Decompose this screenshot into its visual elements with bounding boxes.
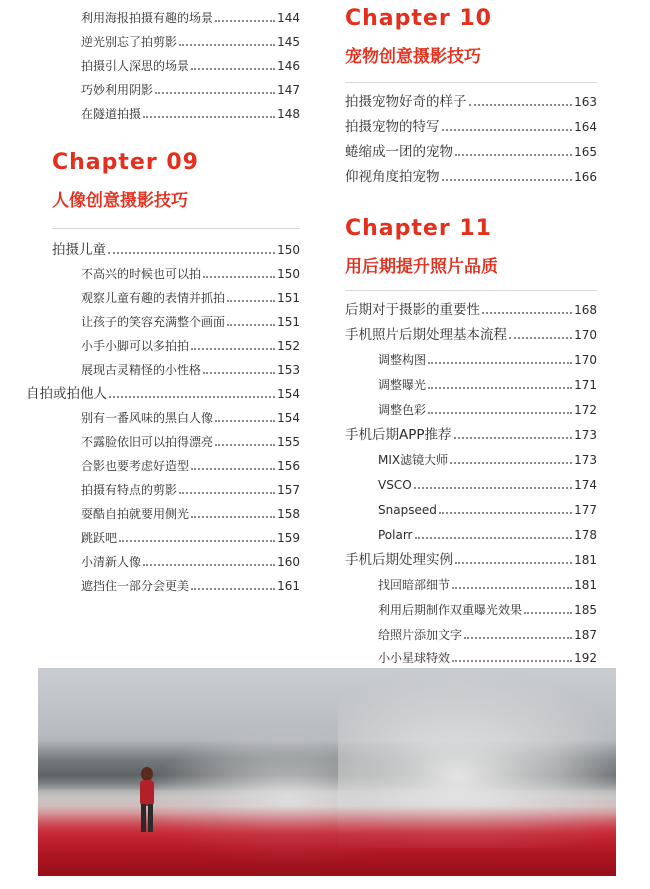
leader-dots — [414, 487, 572, 489]
toc-entry-page: 150 — [277, 243, 300, 257]
toc-entry-page: 177 — [574, 503, 597, 517]
toc-entry[interactable] — [345, 648, 597, 666]
toc-entry-label: 观察儿童有趣的表情并抓拍 — [81, 291, 226, 305]
toc-entry[interactable] — [48, 56, 300, 74]
toc-entry[interactable] — [48, 408, 300, 426]
toc-entry-label: 逆光别忘了拍剪影 — [81, 35, 178, 49]
toc-section[interactable] — [345, 325, 597, 343]
toc-entry-page: 170 — [574, 353, 597, 367]
toc-entry-label: 展现古灵精怪的小性格 — [81, 363, 202, 377]
toc-entry-label: 在隧道拍摄 — [81, 107, 142, 121]
toc-entry[interactable] — [345, 400, 597, 418]
toc-entry-label: 调整色彩 — [378, 403, 427, 417]
toc-section[interactable] — [345, 300, 597, 318]
toc-entry-label: 小手小脚可以多拍拍 — [81, 339, 190, 353]
toc-entry[interactable] — [48, 288, 300, 306]
leader-dots — [191, 348, 275, 350]
chapter-11-title: Chapter 11 — [345, 216, 492, 241]
toc-entry-page: 166 — [574, 170, 597, 184]
toc-entry-label: 仰视角度拍宠物 — [345, 169, 440, 185]
toc-entry-page: 156 — [277, 459, 300, 473]
toc-entry-label: 巧妙利用阴影 — [81, 83, 154, 97]
leader-dots — [191, 68, 275, 70]
leader-dots — [155, 92, 275, 94]
chapter-divider — [345, 82, 597, 83]
leader-dots — [215, 420, 275, 422]
toc-entry-page: 154 — [277, 411, 300, 425]
toc-entry-label: 给照片添加文字 — [378, 628, 463, 642]
toc-entry[interactable] — [48, 104, 300, 122]
toc-entry[interactable] — [48, 480, 300, 498]
toc-entry[interactable] — [48, 360, 300, 378]
toc-entry[interactable] — [345, 600, 597, 618]
toc-entry[interactable] — [345, 625, 597, 643]
leader-dots — [452, 660, 572, 662]
toc-entry[interactable] — [48, 504, 300, 522]
toc-entry-page: 153 — [277, 363, 300, 377]
toc-entry-label: 小清新人像 — [81, 555, 142, 569]
leader-dots — [143, 564, 275, 566]
smoky-red-field-photo — [38, 668, 616, 876]
toc-entry-label: 拍摄宠物的特写 — [345, 119, 440, 135]
toc-entry[interactable] — [345, 575, 597, 593]
leader-dots — [450, 462, 572, 464]
toc-entry-page: 146 — [277, 59, 300, 73]
toc-entry[interactable] — [345, 375, 597, 393]
toc-section[interactable] — [26, 384, 300, 402]
toc-entry-page: 154 — [277, 387, 300, 401]
toc-entry-label: 手机照片后期处理基本流程 — [345, 327, 507, 343]
leader-dots — [179, 44, 275, 46]
toc-entry[interactable] — [48, 80, 300, 98]
leader-dots — [227, 324, 275, 326]
leader-dots — [455, 562, 572, 564]
toc-entry-page: 181 — [574, 553, 597, 567]
toc-entry-page: 173 — [574, 453, 597, 467]
leader-dots — [469, 104, 573, 106]
leader-dots — [215, 444, 275, 446]
leader-dots — [215, 20, 275, 22]
toc-entry-label: 耍酷自拍就要用侧光 — [81, 507, 190, 521]
toc-entry[interactable] — [48, 264, 300, 282]
toc-entry-label: 利用后期制作双重曝光效果 — [378, 603, 523, 617]
toc-entry-page: 172 — [574, 403, 597, 417]
toc-entry-page: 151 — [277, 291, 300, 305]
leader-dots — [179, 492, 275, 494]
toc-entry[interactable] — [345, 450, 597, 468]
toc-entry-page: 170 — [574, 328, 597, 342]
toc-entry-page: 185 — [574, 603, 597, 617]
toc-entry-label: 后期对于摄影的重要性 — [345, 302, 480, 318]
toc-entry-label: 拍摄有特点的剪影 — [81, 483, 178, 497]
chapter-10-title: Chapter 10 — [345, 6, 492, 31]
toc-entry[interactable] — [345, 500, 597, 518]
toc-section[interactable] — [345, 425, 597, 443]
leader-dots — [428, 387, 572, 389]
leader-dots — [442, 179, 573, 181]
chapter-09-subtitle: 人像创意摄影技巧 — [52, 191, 188, 211]
toc-entry[interactable] — [48, 432, 300, 450]
toc-entry[interactable] — [48, 336, 300, 354]
toc-entry-label: 手机后期处理实例 — [345, 552, 453, 568]
leader-dots — [509, 337, 572, 339]
leader-dots — [108, 252, 275, 254]
toc-entry-page: 181 — [574, 578, 597, 592]
toc-entry-page: 147 — [277, 83, 300, 97]
toc-entry-page: 174 — [574, 478, 597, 492]
toc-entry-label: Snapseed — [378, 503, 437, 517]
toc-section[interactable] — [345, 92, 597, 110]
leader-dots — [119, 540, 275, 542]
chapter-10-subtitle: 宠物创意摄影技巧 — [345, 47, 481, 67]
toc-entry[interactable] — [48, 552, 300, 570]
leader-dots — [452, 587, 572, 589]
chapter-09-title: Chapter 09 — [52, 150, 199, 175]
leader-dots — [454, 437, 573, 439]
toc-entry-label: VSCO — [378, 478, 412, 492]
toc-entry-label: 别有一番风味的黑白人像 — [81, 411, 214, 425]
toc-entry-label: 拍摄宠物好奇的样子 — [345, 94, 467, 110]
toc-entry-page: 168 — [574, 303, 597, 317]
toc-entry-page: 173 — [574, 428, 597, 442]
toc-section[interactable] — [345, 167, 597, 185]
toc-entry-page: 157 — [277, 483, 300, 497]
toc-entry-page: 144 — [277, 11, 300, 25]
chapter-11-subtitle: 用后期提升照片品质 — [345, 257, 498, 277]
toc-entry-page: 164 — [574, 120, 597, 134]
toc-section[interactable] — [345, 142, 597, 160]
toc-entry[interactable] — [345, 475, 597, 493]
toc-entry-label: 蜷缩成一团的宠物 — [345, 144, 453, 160]
leader-dots — [482, 312, 572, 314]
leader-dots — [143, 116, 275, 118]
leader-dots — [109, 396, 275, 398]
toc-entry-label: 小小星球特效 — [378, 651, 451, 665]
toc-entry[interactable] — [48, 528, 300, 546]
leader-dots — [524, 612, 572, 614]
toc-entry-label: Polarr — [378, 528, 413, 542]
toc-entry-label: 不露脸依旧可以拍得漂亮 — [81, 435, 214, 449]
toc-entry-page: 150 — [277, 267, 300, 281]
toc-entry-page: 151 — [277, 315, 300, 329]
toc-entry-label: 调整构图 — [378, 353, 427, 367]
chapter-divider — [345, 290, 597, 291]
leader-dots — [439, 512, 572, 514]
toc-entry-label: 手机后期APP推荐 — [345, 427, 452, 443]
toc-entry-page: 145 — [277, 35, 300, 49]
toc-entry[interactable] — [48, 456, 300, 474]
toc-entry-page: 158 — [277, 507, 300, 521]
toc-entry-label: 拍摄引人深思的场景 — [81, 59, 190, 73]
red-ground — [38, 806, 616, 876]
toc-entry-label: 合影也要考虑好造型 — [81, 459, 190, 473]
toc-entry[interactable] — [48, 312, 300, 330]
leader-dots — [191, 468, 275, 470]
toc-section[interactable] — [345, 117, 597, 135]
toc-entry-label: 自拍或拍他人 — [26, 386, 107, 402]
toc-entry-label: 让孩子的笑容充满整个画面 — [81, 315, 226, 329]
toc-entry-page: 163 — [574, 95, 597, 109]
toc-entry-page: 161 — [277, 579, 300, 593]
leader-dots — [442, 129, 573, 131]
toc-entry-label: MIX滤镜大师 — [378, 453, 449, 467]
toc-left-column — [26, 0, 300, 600]
toc-entry-label: 遮挡住一部分会更美 — [81, 579, 190, 593]
leader-dots — [415, 537, 573, 539]
toc-entry-page: 160 — [277, 555, 300, 569]
toc-entry-label: 拍摄儿童 — [52, 242, 106, 258]
toc-entry-label: 调整曝光 — [378, 378, 427, 392]
toc-entry[interactable] — [345, 350, 597, 368]
toc-entry-page: 165 — [574, 145, 597, 159]
toc-entry-page: 148 — [277, 107, 300, 121]
toc-section[interactable] — [52, 240, 300, 258]
chapter-divider — [52, 228, 300, 229]
toc-entry[interactable] — [48, 8, 300, 26]
toc-entry-label: 找回暗部细节 — [378, 578, 451, 592]
leader-dots — [227, 300, 275, 302]
leader-dots — [203, 276, 275, 278]
toc-entry-page: 178 — [574, 528, 597, 542]
toc-right-column — [345, 0, 597, 665]
toc-entry-label: 跳跃吧 — [81, 531, 118, 545]
toc-entry-page: 187 — [574, 628, 597, 642]
toc-entry-label: 不高兴的时候也可以拍 — [81, 267, 202, 281]
toc-entry-page: 152 — [277, 339, 300, 353]
toc-entry-label: 利用海报拍摄有趣的场景 — [81, 11, 214, 25]
toc-section[interactable] — [345, 550, 597, 568]
leader-dots — [428, 362, 572, 364]
toc-entry-page: 155 — [277, 435, 300, 449]
leader-dots — [203, 372, 275, 374]
toc-entry[interactable] — [345, 525, 597, 543]
leader-dots — [428, 412, 572, 414]
toc-entry-page: 171 — [574, 378, 597, 392]
leader-dots — [455, 154, 572, 156]
toc-entry[interactable] — [48, 576, 300, 594]
leader-dots — [191, 588, 275, 590]
toc-entry[interactable] — [48, 32, 300, 50]
leader-dots — [191, 516, 275, 518]
toc-entry-page: 159 — [277, 531, 300, 545]
person-figure — [136, 766, 158, 836]
toc-entry-page: 192 — [574, 651, 597, 665]
leader-dots — [464, 637, 572, 639]
